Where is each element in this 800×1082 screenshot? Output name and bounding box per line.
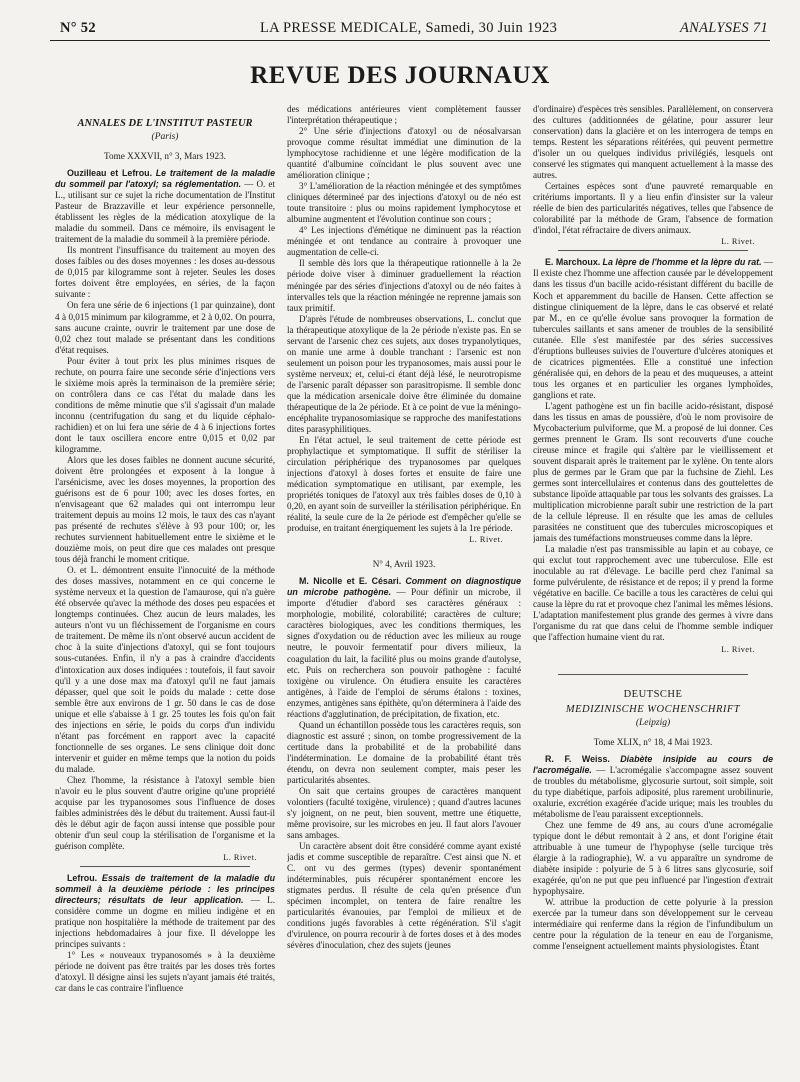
article-title: Comment on diagnostique un microbe pathogène. <box>287 576 521 598</box>
section-divider <box>558 674 748 675</box>
article-ouzilleau <box>55 168 275 245</box>
page-number: N° 52 <box>60 20 96 36</box>
journal-place: (Leipzig) <box>635 717 671 728</box>
article-title: Essais de traitement de la maladie du sommeil à la deuxième période : les principes directeurs; résultats de leur application. <box>55 873 275 906</box>
article-lefrou <box>55 873 275 950</box>
article-divider <box>80 866 250 867</box>
paragraph: L'agent pathogène est un fin bacille acido-résistant, disposé dans les tissus en amas de poussière, d'où le nom provisoire de Mycobacterium pulviforme, que M. a proposé de lui donner. Ces germes prennent le Gram. Ils sont recouverts d'une couche cireuse mince et fragile qui s'altère par le vieillissement et souvent disparait après le traitement par le xylène. On tente alors plus de germes par le Gram que par la fuchsine de Ziehl. Les germes sont intercellulaires et contenus dans des gouttelettes de substance lipoïde attaquable par tous les solvants des graisses. La multiplication microbienne paraît subir une restriction de la part de la cellule lépreuse. Il en résulte que les amas de cellules parasitées ne constituent que des tubercules microscopiques et jamais des tuméfactions monstrueuses comme dans la lèpre. <box>533 400 773 544</box>
signature: L. Rivet. <box>721 237 755 247</box>
paragraph: W. attribue la production de cette polyurie à la pression exercée par la tumeur dans son développement sur le cerveau intermédiaire qui renferme dans la région de l'infundibulum un centre pour la régulation de la teneur en eau de l'organisme, comme l'enseignent actuellement maints physiologistes. Étant <box>533 897 773 952</box>
paragraph: O. et L. démontrent ensuite l'innocuité de la méthode des doses massives, notamment en ce qui concerne le système nerveux et la question de l'amaurose, qui n'a guère été observée qu'avec la méthode des doses peu espacées et longtemps continuées. Chez aucun de leurs malades, les auteurs n'ont vu un fléchissement de l'organisme en cours de traitement. De même ils n'ont observé aucun accident de choc à la suite d'injections d'atoxyl, qui se font toujours sous-cutanées. Enfin, il n'y a pas à craindre d'accidents d'intoxication aux doses indiquées : toutefois, il faut savoir qu'il y a une dose max ma d'atoxyl qu'il ne faut jamais dépasser, quel que soit le poids du malade : cette dose semble être aux environs de 1 gr. 50 dans le cas de dose unique et elle s'abaisse à 1 gr. 25 toutes les fois qu'on fait des injections en série, le poids du corps d'un individu n'étant pas forcément en rapport avec la capacité fonctionnelle de ses organes. Le sens clinique doit donc intervenir et guider en même temps que la notion du poids du malade. <box>55 565 275 774</box>
paragraph: Un caractère absent doit être considéré comme ayant existé jadis et comme susceptible de reparaître. C'est ainsi que N. et C. ont vu des germes (types) devenir spontanément indéterminables, puis récupérer spontanément encore les stigmates perdus. Il résulte de cela qu'en présence d'un spécimen incomplet, on tentera de faire renaître les particularités évanouies, par l'emploi de milieux et de conditions jugés favorables à cette régénération. S'il s'agit d'virulence, on pourra recourir à de fortes doses et à des modes sévères d'inoculation, chez des sujets (jeunes <box>287 841 521 951</box>
journal-heading: ANNALES DE L'INSTITUT PASTEUR <box>77 118 253 129</box>
article-author: R. F. Weiss. <box>545 753 610 764</box>
article-divider <box>558 250 748 251</box>
article-weiss <box>533 754 773 820</box>
article-title: La lèpre de l'homme et la lèpre du rat. <box>602 257 762 268</box>
article-author: E. Marchoux. <box>545 257 601 268</box>
article-text: — O. et L., utilisant sur ce sujet la riche documentation de l'Institut Pasteur de Brazzaville et leur expérience personnelle, établissent les règles de la médication atoxylique de la maladie du sommeil. Dans ce mémoire, ils envisagent le traitement de la maladie du sommeil à la première période. <box>55 179 275 245</box>
article-title: Diabète insipide au cours de l'acromégalie. <box>533 753 773 775</box>
article-author: M. Nicolle et E. Césari. <box>299 576 402 587</box>
signature: L. Rivet. <box>721 644 755 654</box>
issue-line: Tome XXXVII, n° 3, Mars 1923. <box>104 151 226 162</box>
masthead-title: REVUE DES JOURNAUX <box>250 62 550 89</box>
paragraph: On fera une série de 6 injections (1 par quinzaine), dont 4 à 0,015 minimum par kilogramme, et 2 à 0,02. On pourra, sans aucune crainte, ouvrir le traitement par une dose de 0,02 chez tout malade se présentant dans les conditions d'état requises. <box>55 300 275 355</box>
article-nicolle <box>287 576 521 719</box>
paragraph: 1° Les « nouveaux trypanosomés » à la deuxième période ne doivent pas être traités par les doses très fortes d'atoxyl. Il désigne ainsi les sujets n'ayant jamais été traités, car dans le cas contraire l'influence <box>55 950 275 994</box>
paragraph: 4° Les injections d'émétique ne diminuent pas la réaction méningée et ont tendance au contraire à provoquer une augmentation de celle-ci. <box>287 225 521 258</box>
article-marchoux <box>533 257 773 400</box>
running-header <box>50 20 770 41</box>
paragraph: Il semble dès lors que la thérapeutique rationnelle à la 2e période doive viser à diminuer graduellement la réaction méningée par des séries d'injections d'atoxyl ou de néo faites à intervalles tels que la réaction méningée ne reprenne jamais son taux primitif. <box>287 258 521 313</box>
journal-place: (Paris) <box>151 132 179 143</box>
article-text: — Pour définir un microbe, il importe d'étudier d'abord ses caractères généraux : morphologie, mobilité, colorabilité; caractères de culture; caractères biologiques, avec les conditions thermiques, les signes d'oxydation ou de réduction avec les milieux au rouge neutre, le pouvoir fermentatif pour divers milieux, la coagulation du lait, la facilité plus ou moins grande d'autolyse, etc. Puis on recherchera son pouvoir pathogène : faculté toxigène ou virulence. On étudiera ensuite les caractères antigènes, à l'aide de l'emploi de sérums étalons : toxines, enzymes, antigènes sans épithète, qu'on déterminera à l'aide des réactions d'agglutination, de précipitation, de fixation, etc. <box>287 587 521 719</box>
journal-heading-line1: DEUTSCHE <box>623 688 683 700</box>
paragraph: 3° L'amélioration de la réaction méningée et des symptômes cliniques détermineé par des injections d'atoxyl ou de néo est toute transitoire : plus ou moins rapidement lymphocytose et albumine augmentent et l'évolution continue son cours ; <box>287 181 521 225</box>
article-text: — L'acromégalie s'accompagne assez souvent de troubles du métabolisme, glycosurie surtout, soit simple, soit du type diabétique, parfois adiposité, plus rarement urobilinurie, oxalurie, excrétion exagérée d'acide urique; mais les troubles du métabolisme de l'eau paraissent exceptionnels. <box>533 764 773 819</box>
article-text: — Il existe chez l'homme une affection causée par le développement dans les tissus d'un bacille acido-résistant différent du bacille de Koch et apparemment du bacille de Hansen. Cette affection se distingue cliniquement de la lèpre, dans le cas observé et relaté par M., en ce qu'elle évolue sans provoquer la formation de tubercules saillants et sans amener de troubles de la sensibilité cutanée. Elle s'est manifestée par des séries successives d'éruptions bulleuses suivies de l'ouverture d'ulcères atoniques et de cicatrices pigmentées. Elle a constitué une infection généralisée qui, en dehors de la peau et des muqueuses, a atteint tous les organes et en particulier les organes lymphoïdes, ganglions et rate. <box>533 257 773 400</box>
paragraph: Pour éviter à tout prix les plus minimes risques de rechute, on pourra faire une seconde série d'injections vers le sixième mois après la terminaison de la première série; on contrôlera dans ce cas l'état du malade dans les conditions de même minutie que s'il s'agissait d'un malade inconnu (centrifugation du sang et du liquide céphalo-rachidien) et on lui fera une série de 4 à 6 injections fortes dont le taux oscillera encore entre 0,015 et 0,02 par kilogramme. <box>55 355 275 454</box>
column-3 <box>533 104 773 1062</box>
paragraph: D'après l'étude de nombreuses observations, L. conclut que la thérapeutique atoxylique de la 2e période n'existe pas. En se servant de l'arsenic chez ces sujets, aux doses trypanolytiques, on manie une arme à double tranchant : l'arsenic est non seulement un poison pour les trypanosomes, mais aussi pour le système nerveux; et, celui-ci étant déjà lésé, le neurotropisme de l'arsenic paraît dépasser son parasitropisme. Il semble donc que la médication arsenicale doive être éliminée du domaine thérapeutique de la 2e période. Et à ce point de vue la méningo-encéphalite trypanosomiasique se rapproche des manifestations dites parasyphilitiques. <box>287 313 521 434</box>
paragraph: En l'état actuel, le seul traitement de cette période est prophylactique et symptomatique. Il suffit de stériliser la circulation périphérique des trypanosomes par quelques injections d'atoxyl à doses fortes et ensuite de faire une médication symptomatique en utilisant, par exemple, les propriétés toniques de l'atoxyl aux très faibles doses de 0,10 à 0,20, en ayant soin de surveiller la stérilisation périphérique. En réalité, la seule cure de la 2e période est d'empêcher qu'elle se produise, en traitant énergiquement les sujets à la 1re période. <box>287 434 521 534</box>
paragraph: Quand un échantillon possède tous les caractères requis, son diagnostic est assuré ; sinon, on tombe progressivement de la certitude dans la probabilité et de la probabilité dans l'indétermination. Le domaine de la probabilité étant très étendu, on devra non seulement compter, mais peser les particularités absentes. <box>287 719 521 785</box>
paragraph: Chez une femme de 49 ans, au cours d'une acromégalie typique dont le début remontait à 2 ans, et dont l'origine était attribuable à une tumeur de l'hypophyse (selle turcique très élargie à la radiographie), W. a vu apparaître un syndrome de diabète insipide : polyurie de 5 à 6 litres sans glycosurie, soif exagérée, qu'on ne put que peu influencé par l'ingestion d'extrait hypophysaire. <box>533 819 773 897</box>
paragraph: Chez l'homme, la résistance à l'atoxyl semble bien n'avoir eu le plus souvent d'autre origine qu'une propriété acquise par les trypanosomes sous l'influence de doses faibles administrées dès le début du traitement. Aussi faut-il dès le début agir de façon aussi intense que possible pour obtenir d'un seul coup la stérilisation de l'organisme et la guérison complète. <box>55 774 275 851</box>
journal-date: LA PRESSE MEDICALE, Samedi, 30 Juin 1923 <box>260 20 558 36</box>
signature: L. Rivet. <box>223 853 257 863</box>
section-page-label: ANALYSES 71 <box>679 20 768 36</box>
paragraph: Ils montrent l'insuffisance du traitement au moyen des doses faibles ou des doses moyennes : les doses au-dessous de 0,015 par kilogramme sont à rejeter. Seules les doses fortes doivent être employées, en séries, de la façon suivante : <box>55 245 275 300</box>
issue-line: Tome XLIX, n° 18, 4 Mai 1923. <box>593 736 713 747</box>
paragraph: Alors que les doses faibles ne donnent aucune sécurité, doivent être prolongées et exposent à la longue à l'arsénicisme, avec les doses moyennes, la proportion des guérisons est de 6 pour 100; avec les doses fortes, en n'envisageant que 62 malades qui ont interrompu leur traitement depuis au moins 12 mois, le taux des cas n'ayant pas présenté de rechutes s'élève à 93 pour 100; or, les rechutes surviennent habituellement entre le sixième et le douzième mois, on peut dire que ces malades ont presque tous déjà franchi le moment critique. <box>55 454 275 565</box>
article-text: — L. considère comme un dogme en milieu indigène et en pratique non hospitalière la méthode de traitement par des injections hebdomadaires à jour fixe. Il développe les principes suivants : <box>55 895 275 950</box>
article-author: Lefrou. <box>67 873 98 884</box>
column-1 <box>55 104 275 1062</box>
journal-heading-line2: MEDIZINISCHE WOCHENSCHRIFT <box>565 703 741 715</box>
paragraph: La maladie n'est pas transmissible au lapin et au cobaye, ce qui exclut tout rapprochement avec une tuberculose. Elle est inoculable au rat d'élevage. Le bacille perd chez l'animal sa forme pulvérulente, de résistance et de repos; il y prend la forme végétative en bacille. Ce bacille a tous les caractères de celui qui cause la lèpre du rat et provoque chez l'animal les mêmes lésions. L'adaptation manifestement plus grande des germes à vivre dans l'organisme du rat que dans celui de l'homme semble indiquer que l'affection humaine vient du rat. <box>533 544 773 643</box>
signature: L. Rivet. <box>469 535 503 545</box>
paragraph: 2° Une série d'injections d'atoxyl ou de néosalvarsan provoque comme résultat immédiat une diminution de la lymphocytose rachidienne et une légère modification de la quantité d'albumine coïncidant le plus souvent avec une amélioration clinique ; <box>287 126 521 181</box>
column-2 <box>287 104 521 1062</box>
paragraph: Certaines espèces sont d'une pauvreté remarquable en critériums importants. Il y a lieu enfin d'insister sur la valeur réelle de bien des particularités négatives, telles que l'absence de colorabilité par la méthode de Gram, l'absence de formation d'indol, l'état réfractaire de divers animaux. <box>533 181 773 236</box>
paragraph: des médications antérieures vient complètement fausser l'interprétation thérapeutique ; <box>287 104 521 126</box>
paragraph: d'ordinaire) d'espèces très sensibles. Parallèlement, on conservera des cultures (additionnées de gélatine, pour assurer leur conservation) dans la glacière et on les interrogera de temps en temps. Restent les séparations réitérées, qui peuvent permettre d'isoler un ou quelques individus privilégiés, lesquels ont conservé les stigmates qui manquent actuellement à la masse des autres. <box>533 104 773 181</box>
issue-line: N° 4, Avril 1923. <box>372 559 436 570</box>
article-title: Le traitement de la maladie du sommeil par l'atoxyl; sa réglementation. <box>55 168 275 190</box>
article-author: Ouzilleau et Lefrou. <box>67 168 153 179</box>
paragraph: On sait que certains groupes de caractères manquent volontiers (faculté toxigène, virulence) ; quand d'autres lacunes s'y joignent, on ne peut, bien souvent, mettre une étiquette, même provisoire, sur les microbes en jeu. Il faut alors l'avouer sans ambages. <box>287 785 521 840</box>
